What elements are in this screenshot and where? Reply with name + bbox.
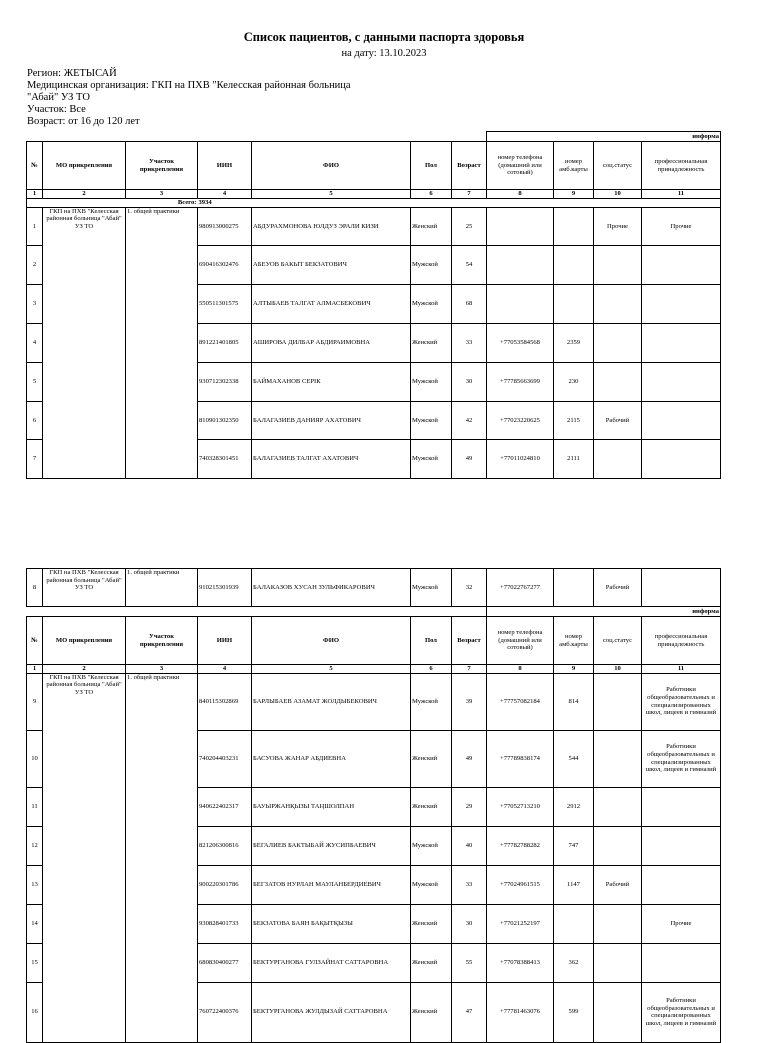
card-cell: 2111 bbox=[554, 440, 594, 479]
age-cell: 33 bbox=[452, 865, 487, 904]
sex-cell: Женский bbox=[411, 943, 452, 982]
prof-cell bbox=[642, 323, 721, 362]
iin-cell: 690416302476 bbox=[198, 246, 252, 285]
colnum: 7 bbox=[452, 665, 487, 674]
colnum: 1 bbox=[27, 190, 43, 199]
iin-cell: 940622402317 bbox=[198, 787, 252, 826]
sex-cell: Женский bbox=[411, 207, 452, 246]
column-number-row bbox=[27, 190, 721, 199]
uchastok-cell: 1. общей практики bbox=[126, 673, 198, 1042]
sex-cell: Мужской bbox=[411, 826, 452, 865]
social-cell bbox=[594, 440, 642, 479]
sex-cell: Женский bbox=[411, 730, 452, 787]
row-number: 6 bbox=[27, 401, 43, 440]
organization-line-1: Медицинская организация: ГКП на ПХВ "Келесская районная больница bbox=[27, 80, 351, 91]
age-cell: 25 bbox=[452, 207, 487, 246]
colnum: 6 bbox=[411, 665, 452, 674]
col-sex-header: Пол bbox=[411, 142, 452, 190]
sex-cell: Мужской bbox=[411, 285, 452, 324]
age-cell: 40 bbox=[452, 826, 487, 865]
iin-cell: 680830400277 bbox=[198, 943, 252, 982]
info-group-header: информа bbox=[487, 607, 721, 617]
col-fio-header: ФИО bbox=[252, 617, 411, 665]
info-group-header: информа bbox=[487, 132, 721, 142]
social-cell bbox=[594, 323, 642, 362]
phone-cell: +77052713210 bbox=[487, 787, 554, 826]
card-cell: 2359 bbox=[554, 323, 594, 362]
col-prof-header: профессиональная принадлежность bbox=[642, 142, 721, 190]
iin-cell: 821206300816 bbox=[198, 826, 252, 865]
phone-cell: +77781463076 bbox=[487, 982, 554, 1042]
age-cell: 49 bbox=[452, 730, 487, 787]
col-prof-header: профессиональная принадлежность bbox=[642, 617, 721, 665]
prof-cell bbox=[642, 362, 721, 401]
fio-cell: БАУЫРЖАНҚЫЗЫ ТАҢШОЛПАН bbox=[252, 787, 411, 826]
iin-cell: 740204403231 bbox=[198, 730, 252, 787]
card-cell: 1147 bbox=[554, 865, 594, 904]
phone-cell bbox=[487, 246, 554, 285]
row-number: 16 bbox=[27, 982, 43, 1042]
sex-cell: Мужской bbox=[411, 673, 452, 730]
age-range-line: Возраст: от 16 до 120 лет bbox=[27, 116, 140, 127]
card-cell: 230 bbox=[554, 362, 594, 401]
total-value: 3934 bbox=[198, 198, 721, 207]
phone-cell: +77021252197 bbox=[487, 904, 554, 943]
row-number: 11 bbox=[27, 787, 43, 826]
colnum: 2 bbox=[43, 190, 126, 199]
colnum: 8 bbox=[487, 190, 554, 199]
row-number: 15 bbox=[27, 943, 43, 982]
card-cell: 2912 bbox=[554, 787, 594, 826]
uchastok-cell: 1. общей практики bbox=[126, 569, 198, 607]
card-cell: 599 bbox=[554, 982, 594, 1042]
prof-cell bbox=[642, 943, 721, 982]
fio-cell: БАРЛЫБАЕВ АЗАМАТ ЖОЛДЫБЕКОВИЧ bbox=[252, 673, 411, 730]
iin-cell: 930712302338 bbox=[198, 362, 252, 401]
colnum: 6 bbox=[411, 190, 452, 199]
card-cell bbox=[554, 569, 594, 607]
age-cell: 55 bbox=[452, 943, 487, 982]
card-cell: 814 bbox=[554, 673, 594, 730]
phone-cell: +77757082184 bbox=[487, 673, 554, 730]
social-cell bbox=[594, 673, 642, 730]
prof-cell bbox=[642, 285, 721, 324]
age-cell: 32 bbox=[452, 569, 487, 607]
phone-cell: +77011024810 bbox=[487, 440, 554, 479]
patients-table-page-1 bbox=[26, 131, 721, 479]
uchastok-cell: 1. общей практики bbox=[126, 207, 198, 479]
section-line: Участок: Все bbox=[27, 104, 86, 115]
age-cell: 39 bbox=[452, 673, 487, 730]
colnum: 2 bbox=[43, 665, 126, 674]
colnum: 3 bbox=[126, 190, 198, 199]
sex-cell: Женский bbox=[411, 323, 452, 362]
sex-cell: Женский bbox=[411, 904, 452, 943]
prof-cell bbox=[642, 246, 721, 285]
social-cell: Рабочий bbox=[594, 401, 642, 440]
col-iin-header: ИИН bbox=[198, 142, 252, 190]
colnum: 10 bbox=[594, 665, 642, 674]
social-cell bbox=[594, 246, 642, 285]
prof-cell bbox=[642, 865, 721, 904]
fio-cell: БЕКЗАТОВА БАЯН БАҚЫТҚЫЗЫ bbox=[252, 904, 411, 943]
prof-cell: Работники общеобразовательных и специализированных школ, лицеев и гимназий bbox=[642, 982, 721, 1042]
patient-row bbox=[27, 673, 721, 730]
age-cell: 42 bbox=[452, 401, 487, 440]
iin-cell: 760722400376 bbox=[198, 982, 252, 1042]
sex-cell: Женский bbox=[411, 982, 452, 1042]
col-card-header: номер амб.карты bbox=[554, 142, 594, 190]
col-iin-header: ИИН bbox=[198, 617, 252, 665]
col-mo-header: МО прикрепления bbox=[43, 617, 126, 665]
card-cell: 2115 bbox=[554, 401, 594, 440]
sex-cell: Мужской bbox=[411, 362, 452, 401]
iin-cell: 900220301786 bbox=[198, 865, 252, 904]
fio-cell: БАЙМАХАНОВ СЕРІК bbox=[252, 362, 411, 401]
row-number: 5 bbox=[27, 362, 43, 401]
colnum: 3 bbox=[126, 665, 198, 674]
phone-cell: +77023220625 bbox=[487, 401, 554, 440]
document-title: Список пациентов, с данными паспорта здоровья bbox=[243, 30, 525, 44]
social-cell bbox=[594, 904, 642, 943]
sex-cell: Мужской bbox=[411, 440, 452, 479]
card-cell bbox=[554, 904, 594, 943]
social-cell bbox=[594, 787, 642, 826]
colnum: 9 bbox=[554, 190, 594, 199]
social-cell bbox=[594, 943, 642, 982]
col-uchastok-header: Участок прикрепления bbox=[126, 142, 198, 190]
colnum: 9 bbox=[554, 665, 594, 674]
colnum: 11 bbox=[642, 190, 721, 199]
social-cell: Прочие bbox=[594, 207, 642, 246]
prof-cell bbox=[642, 440, 721, 479]
colnum: 4 bbox=[198, 665, 252, 674]
organization-line-2: "Абай" УЗ ТО bbox=[27, 92, 90, 103]
fio-cell: БЕКТУРГАНОВА ГУЛЗАЙНАТ САТТАРОВНА bbox=[252, 943, 411, 982]
col-num-header: № bbox=[27, 142, 43, 190]
phone-cell: +77782788282 bbox=[487, 826, 554, 865]
fio-cell: БАЛАГАЗИЕВ ТАЛГАТ АХАТОВИЧ bbox=[252, 440, 411, 479]
iin-cell: 840115302869 bbox=[198, 673, 252, 730]
phone-cell: +77024961515 bbox=[487, 865, 554, 904]
colnum: 10 bbox=[594, 190, 642, 199]
prof-cell bbox=[642, 401, 721, 440]
col-age-header: Возраст bbox=[452, 617, 487, 665]
row-number: 10 bbox=[27, 730, 43, 787]
age-cell: 68 bbox=[452, 285, 487, 324]
colnum: 5 bbox=[252, 190, 411, 199]
prof-cell: Прочие bbox=[642, 207, 721, 246]
social-cell: Рабочий bbox=[594, 569, 642, 607]
fio-cell: АБЕУОВ БАКЫТ БЕКЗАТОВИЧ bbox=[252, 246, 411, 285]
row-number: 3 bbox=[27, 285, 43, 324]
phone-cell: +77053584568 bbox=[487, 323, 554, 362]
row-number: 8 bbox=[27, 569, 43, 607]
row-number: 13 bbox=[27, 865, 43, 904]
fio-cell: БАСУОВА ЖАНАР АБДИЕВНА bbox=[252, 730, 411, 787]
colnum: 7 bbox=[452, 190, 487, 199]
social-cell bbox=[594, 730, 642, 787]
fio-cell: БАЛАКАЗОВ ХУСАН ЗУЛЬФИКАРОВИЧ bbox=[252, 569, 411, 607]
iin-cell: 980913000275 bbox=[198, 207, 252, 246]
col-phone-header: номер телефона (домашний или сотовый) bbox=[487, 617, 554, 665]
region-line: Регион: ЖЕТЫСАЙ bbox=[27, 68, 117, 79]
age-cell: 29 bbox=[452, 787, 487, 826]
mo-cell: ГКП на ПХВ "Келесская районная больница "Абай" УЗ ТО bbox=[43, 207, 126, 479]
row-number: 9 bbox=[27, 673, 43, 730]
row-number: 2 bbox=[27, 246, 43, 285]
colnum: 4 bbox=[198, 190, 252, 199]
prof-cell bbox=[642, 787, 721, 826]
col-sex-header: Пол bbox=[411, 617, 452, 665]
fio-cell: АБДУРАХМОНОВА ЮЛДУЗ ЭРАЛИ КИЗИ bbox=[252, 207, 411, 246]
prof-cell: Прочие bbox=[642, 904, 721, 943]
prof-cell bbox=[642, 569, 721, 607]
colnum: 1 bbox=[27, 665, 43, 674]
col-num-header: № bbox=[27, 617, 43, 665]
colnum: 5 bbox=[252, 665, 411, 674]
sex-cell: Мужской bbox=[411, 865, 452, 904]
prof-cell: Работники общеобразовательных и специализированных школ, лицеев и гимназий bbox=[642, 730, 721, 787]
card-cell: 544 bbox=[554, 730, 594, 787]
col-social-header: соц.статус bbox=[594, 142, 642, 190]
row-number: 12 bbox=[27, 826, 43, 865]
row-number: 1 bbox=[27, 207, 43, 246]
iin-cell: 910215301939 bbox=[198, 569, 252, 607]
fio-cell: АЛТЫБАЕВ ТАЛГАТ АЛМАСБЕКОВИЧ bbox=[252, 285, 411, 324]
row-number: 7 bbox=[27, 440, 43, 479]
column-number-row bbox=[27, 665, 721, 674]
prof-cell bbox=[642, 826, 721, 865]
social-cell bbox=[594, 826, 642, 865]
phone-cell: +77789838174 bbox=[487, 730, 554, 787]
phone-cell bbox=[487, 285, 554, 324]
age-cell: 33 bbox=[452, 323, 487, 362]
social-cell bbox=[594, 982, 642, 1042]
col-age-header: Возраст bbox=[452, 142, 487, 190]
age-cell: 49 bbox=[452, 440, 487, 479]
total-label: Всего: bbox=[27, 198, 198, 207]
row-number: 4 bbox=[27, 323, 43, 362]
col-social-header: соц.статус bbox=[594, 617, 642, 665]
patients-table-page-2 bbox=[26, 568, 721, 1043]
age-cell: 30 bbox=[452, 904, 487, 943]
iin-cell: 740328301451 bbox=[198, 440, 252, 479]
social-cell bbox=[594, 362, 642, 401]
col-mo-header: МО прикрепления bbox=[43, 142, 126, 190]
mo-cell: ГКП на ПХВ "Келесская районная больница "Абай" УЗ ТО bbox=[43, 569, 126, 607]
social-cell bbox=[594, 285, 642, 324]
col-uchastok-header: Участок прикрепления bbox=[126, 617, 198, 665]
report-date: на дату: 13.10.2023 bbox=[341, 48, 427, 59]
card-cell: 747 bbox=[554, 826, 594, 865]
patient-row bbox=[27, 569, 721, 607]
social-cell: Рабочий bbox=[594, 865, 642, 904]
fio-cell: АШИРОВА ДИЛБАР АБДИРАИМОВНА bbox=[252, 323, 411, 362]
row-number: 14 bbox=[27, 904, 43, 943]
fio-cell: БЕКТУРГАНОВА ЖУЛДЫЗАЙ САТТАРОВНА bbox=[252, 982, 411, 1042]
colnum: 8 bbox=[487, 665, 554, 674]
phone-cell: +77022767277 bbox=[487, 569, 554, 607]
total-row bbox=[27, 198, 721, 207]
col-phone-header: номер телефона (домашний или сотовый) bbox=[487, 142, 554, 190]
age-cell: 54 bbox=[452, 246, 487, 285]
mo-cell: ГКП на ПХВ "Келесская районная больница "Абай" УЗ ТО bbox=[43, 673, 126, 1042]
sex-cell: Женский bbox=[411, 787, 452, 826]
sex-cell: Мужской bbox=[411, 401, 452, 440]
report-meta bbox=[27, 68, 351, 128]
phone-cell: +77078388413 bbox=[487, 943, 554, 982]
iin-cell: 810901302350 bbox=[198, 401, 252, 440]
age-cell: 47 bbox=[452, 982, 487, 1042]
card-cell bbox=[554, 246, 594, 285]
fio-cell: БАЛАГАЗИЕВ ДАНИЯР АХАТОВИЧ bbox=[252, 401, 411, 440]
col-fio-header: ФИО bbox=[252, 142, 411, 190]
card-cell: 362 bbox=[554, 943, 594, 982]
age-cell: 30 bbox=[452, 362, 487, 401]
sex-cell: Мужской bbox=[411, 569, 452, 607]
phone-cell: +77785663699 bbox=[487, 362, 554, 401]
sex-cell: Мужской bbox=[411, 246, 452, 285]
fio-cell: БЕГЗАТОВ НУРЛАН МАУЛАНБЕРДИЕВИЧ bbox=[252, 865, 411, 904]
patient-row bbox=[27, 207, 721, 246]
col-card-header: номер амб.карты bbox=[554, 617, 594, 665]
card-cell bbox=[554, 285, 594, 324]
colnum: 11 bbox=[642, 665, 721, 674]
iin-cell: 891221401805 bbox=[198, 323, 252, 362]
phone-cell bbox=[487, 207, 554, 246]
iin-cell: 930828401733 bbox=[198, 904, 252, 943]
iin-cell: 550511301575 bbox=[198, 285, 252, 324]
prof-cell: Работники общеобразовательных и специализированных школ, лицеев и гимназий bbox=[642, 673, 721, 730]
card-cell bbox=[554, 207, 594, 246]
fio-cell: БЕГАЛИЕВ БАКТЫБАЙ ЖУСИПБАЕВИЧ bbox=[252, 826, 411, 865]
